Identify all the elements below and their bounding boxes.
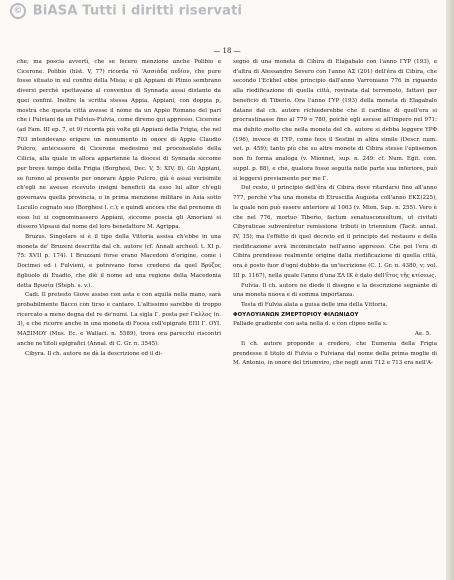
paragraph: segno di una moneta di Cibira di Elagabalo con l'anno ΓΥΡ (193), e d'altra di Alessandro Severo con l'anno ΑΣ (201) dell'êra di Cibira, che secondo l'Eckhel ebbe principio dall'anno Varroniano 776 in riguardo alla riedificazione di quella città, rovinata dal terremoto, fattavi per beneficio di Tiberio. Ora l'anno ΓΥΡ (193) della moneta di Elagabalo datane dal ch. autore richiederebbe che il cardine di quell'era si procrastinasse fino al 779 o 780, poichè egli ascese all'impero nel 971: ma dubito molto che nella moneta del ch. autore si debba leggere ΥΡΦ (196), invece di ΓΥΡ, come fece il Sestini in altra simile (Descr. num. vet. p. 459); tanto più che su altre monete di Cibira stesse l'epiisemon non fu forma analoga (v. Mionnet, sup. n. 249: cf. Num. Egit. com. suppl. p. 88), e che, qualora fosse seguita nelle parte sua inferiore, può sì leggersi previamente per me Γ. [233,59,437,182]
paragraph: Cibyra. Il ch. autore ne dà la descrizione ed il di- [25,350,163,357]
right-column [233,58,437,566]
paragraph: Del resto, il principio dell'êra di Cibira deve ritardarsi fino all'anno 777, perchè v'ha una moneta di Etruscilla Augusta coll'anno ΕΚΣ(225), la quale non può essere anteriore al 1003 (v. Mion. Sup. n. 255). Vero è che nel 776, mortuo Tiberio, factum senatusconsultum, ut civitati Cibyraticae subveniretur remissione tributi in triennium (Tacit. annal. IV, 15); ma l'effetto di quel decreto ed il principio del restauro e della riedificazione avrà incominciato nell'anno appresso. Che poi l'era di Cibira prendesse realmente origine dalla riedificazione di quella città, ora è posto fuor d'ogni dubbio da un'iscrizione (C. I. Gr. n. 4380, v; vol. III p. 1167), nella quale l'anno d'una ΞΛ ΙΚ è dato dell'ἔτος τῆς κτίσεως. [233,185,437,279]
copyright-icon: © [10,3,26,19]
watermark-text: BiASA Tutti i diritti riservati [32,3,243,19]
paragraph: Bruzus. Singolare si è il tipo della Vittoria assisa ch'ebbe in una moneta de' Bruzeni descritta dal ch. autore (cf. Annali archeol. t. XI p. 75: XVII p. 174). I Bruzzani forse erano Macedoni d'origine, come i Docimei ed i Fulvieni, e potrevano forse credersi da quel Βρύζος figliuolo di Euadio, che diè il nome ad una regione della Macedonia detta Βρυσία (Steph. s. v.). [17,233,221,289]
legend-description: Pallade gradiente con asta nella d. e con clipeo nella s. [233,321,388,328]
paragraph: Il ch. autore proponde a credere, che Eumenia della Frigia prendesse il titolo di Fulvia o Fulviana dal nome della prima moglie di M. Antonio, in onore del triumviro, che negli anni 712 e 713 era nell'A- [233,340,437,367]
legend-reference: Ae. 5. [414,331,431,338]
paragraph: Cadi. Il pretesto Giove assiso con asta e con aquila nella mano, sarà probabilmente Bacco con tirso e cantaro. L'altissimo sarebbe di troppo ricercato a meno degna del re de'numi. La sigla Γ. posta per Γαλλος (n. 3), e che ricorre anche in una moneta di Focea coll'epigrafe ΕΠΙ Γ. ΟΥΙ. ΜΑΞΙΜΟΥ (Mus. Ec. e Wallaci. n. 5589), trova ora parecchi riscontri anche ne'titoli epigrafici (Annal. di C. Gr. n. 3545). [17,292,221,347]
coin-legend: ΦΟΥΛΟΥΙΑΝΩΝ ΖΜΕΡΤΟΡΙΟΥ ΦΙΛΩΝΙΔΟΥ [233,311,359,318]
paragraph: che; ma poscia avvertì, che se fecero menzione anche Polibio e Cicerone. Polibio (hist. V, 77) ricorda τό 'Ασσιάδα πεδίον, che pure fosse situato in sul confini della Misia; e gli Appiani di Plinio sembrano diversi perchè spettavano al conventus di Synnada assai distante da quei confini. Inoltre la scritta stessa Appia, Appiani, con doppia p, mostra che questa città avesse il nome da un Appio Romano del pari che i Fulviani da un Fulvius-Fulvia, come diremo qui appresso. Cicerone (ad Fam. III ep. 7, et 9) ricorda più volte gli Appiani della Frigia, che nel 703 intendevano erigere un monumento in onore di Appio Claudio Pulcro, antecessore di Cicerone medesimo nel proconsolato della Cilicia, alla quale in allora appartenne la diocesi di Synnada siccome per breve tempo della Frigia (Borghesi, Dec. V, 5: XIV, 8). Gli Appiani, se furono al presente per onorare Appio Pulcro, già è assai verisimile ch'egli ne avesse ricevuto insigni beneficii da esso lui allor ch'egli governava quella provincia, o in prima menzione militare in Asia sotto Lucullo cognato suo (Borghesi l. c.); e quindi ancora che dal prenome di esso lui si cognominassero Appiani, siccome poscia gli Amoriani si dissero Vipsaui dal nome del loro benefattore M. Agrippa. [17,59,221,231]
page-number: — 18 — [213,47,241,55]
paragraph: Testa di Fulvia alata a guisa delle ima della Vittoria. [241,301,388,308]
left-column [17,58,221,566]
paragraph: Fulvia. Il ch. autore ne diede il disegno e la descrizione segnante di una moneta nuova e di somma importanza. [233,282,437,299]
page-edge-shadow [446,0,454,580]
watermark [10,3,242,19]
